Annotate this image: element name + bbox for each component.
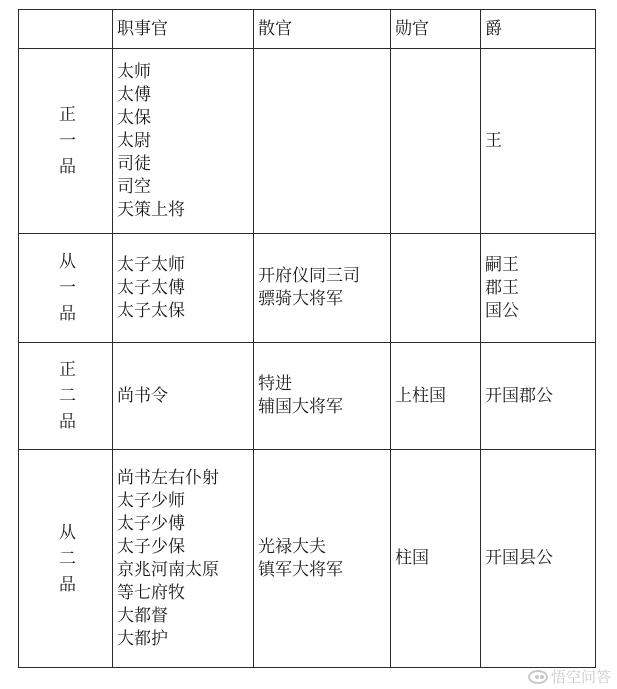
table-row — [19, 234, 596, 343]
cell-line: 一 — [59, 131, 76, 151]
merit-official-cell — [391, 343, 481, 450]
job-official-cell — [113, 450, 254, 668]
cell-line: 品 — [59, 304, 76, 324]
official-rank-table — [18, 9, 596, 668]
cell-line: 太子太保 — [117, 300, 185, 321]
table-row — [19, 450, 596, 668]
honorary-official-cell — [254, 234, 391, 343]
nobility-cell — [481, 49, 596, 234]
cell-line: 等七府牧 — [117, 582, 185, 603]
cell-line: 柱国 — [395, 548, 429, 568]
header-grade — [19, 10, 113, 49]
cell-line: 二 — [59, 548, 76, 569]
cell-line: 上柱国 — [395, 385, 446, 406]
header-row — [19, 10, 596, 49]
cell-line: 开国郡公 — [485, 385, 553, 406]
cell-line: 太子太傅 — [117, 277, 185, 298]
cell-line: 太傅 — [117, 84, 151, 105]
cell-line: 二 — [59, 386, 76, 406]
cell-line: 尚书令 — [117, 385, 168, 406]
cell-line: 品 — [59, 157, 76, 177]
nobility-cell — [481, 450, 596, 668]
grade-cell — [19, 343, 113, 450]
cell-line: 光禄大夫 — [258, 536, 326, 557]
cell-line: 骠骑大将军 — [258, 289, 343, 309]
cell-line: 镇军大将军 — [258, 559, 343, 580]
grade-cell — [19, 234, 113, 343]
cell-line: 太尉 — [117, 130, 151, 151]
cell-line: 从 — [59, 252, 76, 272]
cell-line: 天策上将 — [117, 199, 185, 220]
cell-line: 国公 — [485, 300, 519, 321]
cell-line: 太子少保 — [117, 536, 185, 557]
cell-line: 司徒 — [117, 153, 151, 174]
cell-line: 大都督 — [117, 605, 168, 626]
cell-line: 开府仪同三司 — [258, 266, 360, 286]
grade-cell — [19, 49, 113, 234]
header-job-official: 职事官 — [113, 10, 254, 49]
honorary-official-cell — [254, 343, 391, 450]
chat-bubble-icon — [528, 670, 548, 684]
cell-line: 正 — [59, 360, 76, 380]
cell-line: 太子少师 — [117, 490, 185, 511]
cell-line: 一 — [59, 278, 76, 298]
cell-line: 特进 — [258, 374, 292, 394]
cell-line: 品 — [59, 412, 76, 432]
cell-line: 京兆河南太原 — [117, 559, 219, 580]
job-official-cell — [113, 234, 254, 343]
cell-line: 品 — [59, 574, 76, 595]
table-row — [19, 49, 596, 234]
grade-cell — [19, 450, 113, 668]
cell-line: 嗣王 — [485, 254, 519, 275]
cell-line: 从 — [59, 522, 76, 543]
merit-official-cell — [391, 450, 481, 668]
nobility-cell — [481, 234, 596, 343]
cell-line: 郡王 — [485, 277, 519, 298]
cell-line: 太子少傅 — [117, 513, 185, 534]
cell-line: 大都护 — [117, 628, 168, 649]
header-honorary-official: 散官 — [254, 10, 391, 49]
header-merit-official: 勋官 — [391, 10, 481, 49]
merit-official-cell — [391, 234, 481, 343]
merit-official-cell — [391, 49, 481, 234]
cell-line: 太子太师 — [117, 254, 185, 275]
honorary-official-cell — [254, 49, 391, 234]
cell-line: 王 — [485, 130, 502, 151]
table-row — [19, 343, 596, 450]
job-official-cell — [113, 49, 254, 234]
cell-line: 正 — [59, 105, 76, 125]
cell-line: 尚书左右仆射 — [117, 467, 219, 488]
cell-line: 太师 — [117, 61, 151, 82]
watermark — [528, 666, 611, 687]
cell-line: 辅国大将军 — [258, 397, 343, 417]
honorary-official-cell — [254, 450, 391, 668]
cell-line: 司空 — [117, 176, 151, 197]
cell-line: 太保 — [117, 107, 151, 128]
watermark-text: 悟空问答 — [550, 668, 611, 686]
header-nobility: 爵 — [481, 10, 596, 49]
job-official-cell — [113, 343, 254, 450]
cell-line: 开国县公 — [485, 548, 553, 568]
nobility-cell — [481, 343, 596, 450]
